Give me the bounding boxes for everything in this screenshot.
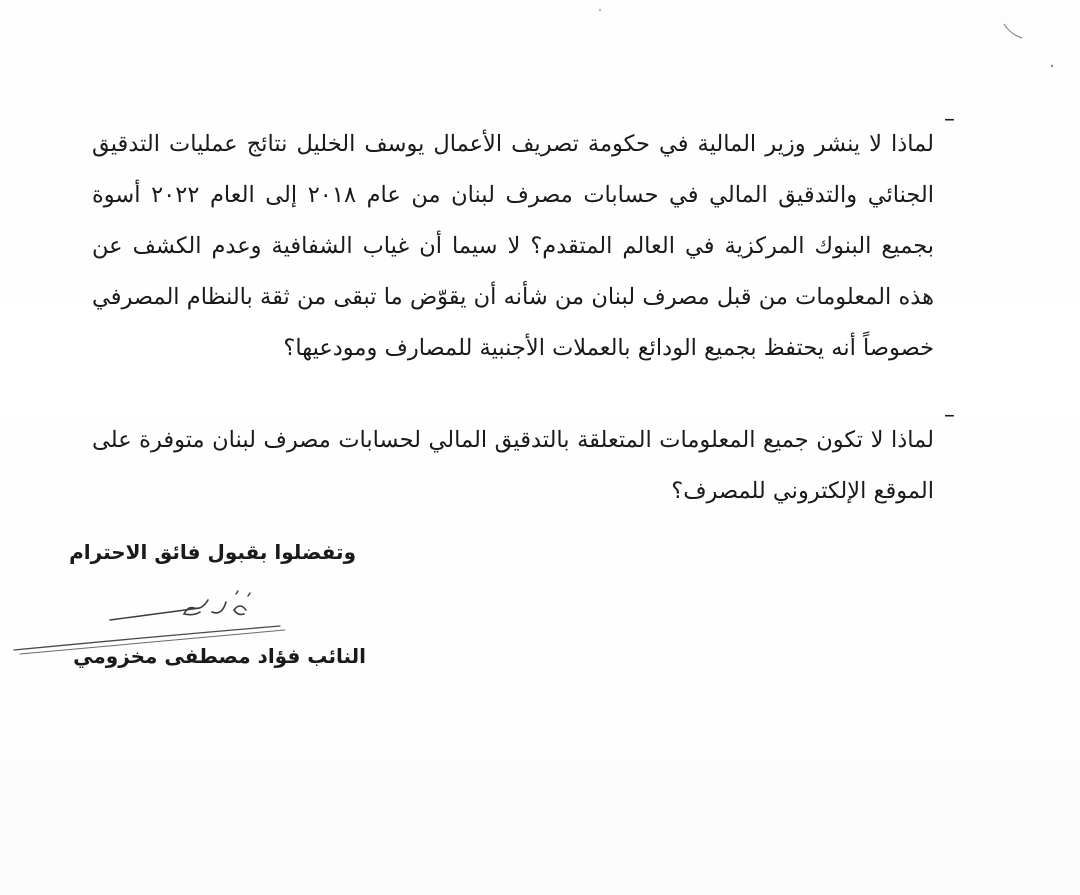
closing-salutation: وتفضلوا بقبول فائق الاحترام bbox=[69, 540, 356, 564]
question-1-text: لماذا لا ينشر وزير المالية في حكومة تصريف الأعمال يوسف الخليل نتائج عمليات التدقيق الجنائي والتدقيق المالي في حسابات مصرف لبنان من عام ٢٠١٨ إلى العام ٢٠٢٢ أسوة بجميع البنوك المركزية في العالم المتقدم؟ لا سيما أن غياب الشفافية وعدم الكشف عن هذه المعلومات من قبل مصرف لبنان من شأنه أن يقوّض ما تبقى من ثقة بالنظام المصرفي خصوصاً أنه يحتفظ بجميع الودائع بالعملات الأجنبية للمصارف ومودعيها؟ bbox=[92, 130, 934, 361]
question-2-text: لماذا لا تكون جميع المعلومات المتعلقة بالتدقيق المالي لحسابات مصرف لبنان متوفرة على الموقع الإلكتروني للمصرف؟ bbox=[92, 426, 934, 504]
scan-speck-marks bbox=[990, 10, 1070, 80]
bullet-dash-1: – bbox=[944, 107, 955, 132]
scan-dot bbox=[596, 6, 604, 14]
signatory-name: النائب فؤاد مصطفى مخزومي bbox=[73, 644, 366, 668]
bullet-dash-2: – bbox=[944, 403, 955, 428]
